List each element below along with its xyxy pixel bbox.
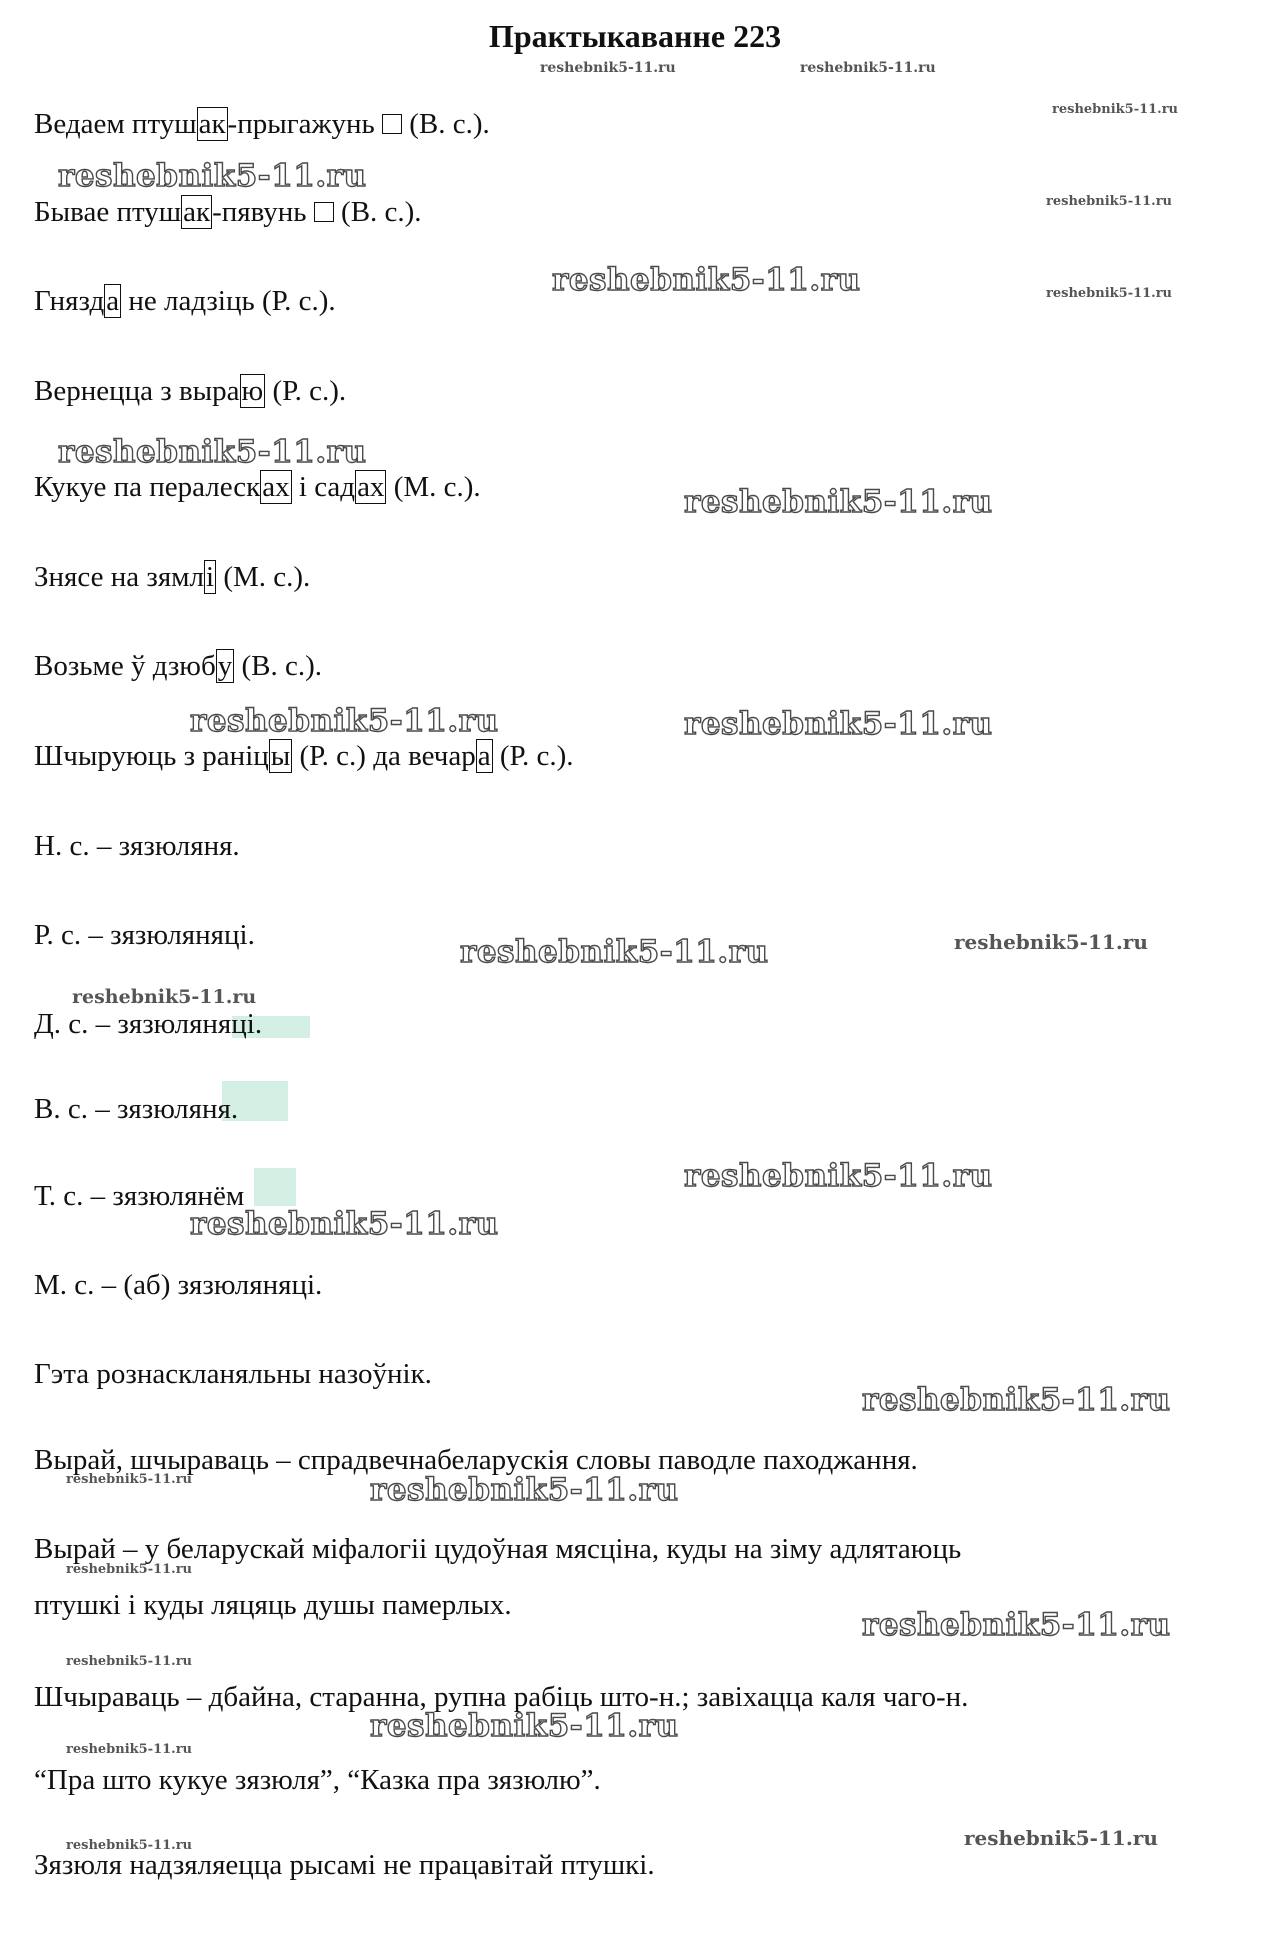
watermark: reshebnik5-11.ru [58,434,367,470]
sentence-text: Знясе на зямл [34,561,204,593]
boxed-ending: ак [183,196,211,228]
watermark: reshebnik5-11.ru [460,934,769,970]
boxed-ending: ах [262,471,290,503]
watermark: reshebnik5-11.ru [862,1607,1171,1643]
sentence-text: (Р. с.) да вечар [292,740,476,772]
declension-gen: Р. с. – зязюляняці. [34,919,255,951]
sentence-text: Гнязд [34,285,105,317]
watermark: reshebnik5-11.ru [954,930,1148,954]
sentence-8 [34,736,574,776]
sentence-text: (Р. с.). [265,375,347,407]
declension-ins: Т. с. – зязюлянём [34,1180,245,1212]
watermark: reshebnik5-11.ru [684,706,993,742]
sentence-text: Возьме ў дзюб [34,650,216,682]
watermark: reshebnik5-11.ru [66,1742,193,1757]
declension-dat: Д. с. – зязюляняці. [34,1008,263,1040]
paragraph-6: “Пра што кукуе зязюля”, “Казка пра зязюлю”. [34,1764,601,1796]
sentence-text: -прыгажунь [227,108,375,140]
boxed-ending: ак [198,108,226,140]
sentence-text: (М. с.). [216,561,311,593]
boxed-ending: ах [357,471,385,503]
sentence-text: (В. с.). [234,650,323,682]
watermark: reshebnik5-11.ru [370,1708,679,1744]
sentence-text: Ведаем птуш [34,108,197,140]
paragraph-4: птушкі і куды ляцяць душы памерлых. [34,1589,512,1621]
watermark: reshebnik5-11.ru [684,484,993,520]
watermark: reshebnik5-11.ru [72,986,257,1008]
watermark: reshebnik5-11.ru [66,1562,193,1577]
boxed-ending: і [206,561,215,593]
sentence-3 [34,281,336,321]
sentence-5 [34,467,481,507]
sentence-text: Вернецца з выра [34,375,240,407]
watermark: reshebnik5-11.ru [1052,102,1179,117]
empty-ending-square [314,202,334,222]
watermark: reshebnik5-11.ru [190,1206,499,1242]
sentence-6 [34,557,310,597]
boxed-ending: ю [241,375,264,407]
paragraph-5: Шчыраваць – дбайна, старанна, рупна рабіць што-н.; завіхацца каля чаго-н. [34,1681,969,1713]
watermark: reshebnik5-11.ru [1046,286,1173,301]
boxed-ending: ы [270,740,291,772]
sentence-2 [34,192,422,232]
page-title: Практыкаванне 223 [488,18,782,54]
watermark: reshebnik5-11.ru [66,1838,193,1853]
boxed-ending: а [477,740,491,772]
boxed-ending: у [217,650,233,682]
declension-acc: В. с. – зязюляня. [34,1093,239,1125]
declension-nom: Н. с. – зязюляня. [34,830,240,862]
sentence-1 [34,104,490,144]
watermark: reshebnik5-11.ru [58,158,367,194]
empty-ending-square [382,114,402,134]
sentence-text: Бывае птуш [34,196,182,228]
sentence-text: Шчыруюць з раніц [34,740,269,772]
sentence-7 [34,646,322,686]
watermark: reshebnik5-11.ru [66,1472,193,1487]
watermark: reshebnik5-11.ru [1046,194,1173,209]
watermark: reshebnik5-11.ru [862,1382,1171,1418]
boxed-ending: а [106,285,120,317]
watermark: reshebnik5-11.ru [684,1158,993,1194]
sentence-text: (Р. с.). [492,740,574,772]
watermark: reshebnik5-11.ru [964,1826,1158,1850]
watermark: reshebnik5-11.ru [552,262,861,298]
sentence-4 [34,371,346,411]
sentence-case: (В. с.). [333,196,422,228]
paragraph-3: Вырай – у беларускай міфалогіі цудоўная мясціна, куды на зіму адлятаюць [34,1533,962,1565]
watermark: reshebnik5-11.ru [370,1472,679,1508]
watermark: reshebnik5-11.ru [190,703,499,739]
sentence-text: і сад [291,471,356,503]
watermark: reshebnik5-11.ru [540,60,676,76]
paragraph-2: Вырай, шчыраваць – спрадвечнабеларускія словы паводле паходжання. [34,1444,918,1476]
declension-loc: М. с. – (аб) зязюляняці. [34,1269,323,1301]
sentence-text: не ладзіць (Р. с.). [121,285,336,317]
watermark: reshebnik5-11.ru [800,60,936,76]
paragraph-1: Гэта рознаскланяльны назоўнік. [34,1358,432,1390]
paragraph-7: Зязюля надзяляецца рысамі не працавітай птушкі. [34,1849,655,1881]
sentence-text: Кукуе па пералеск [34,471,261,503]
highlight-mark [254,1168,296,1206]
sentence-case: (В. с.). [402,108,490,140]
watermark: reshebnik5-11.ru [66,1654,193,1669]
sentence-text: (М. с.). [386,471,481,503]
sentence-text: -пявунь [212,196,307,228]
